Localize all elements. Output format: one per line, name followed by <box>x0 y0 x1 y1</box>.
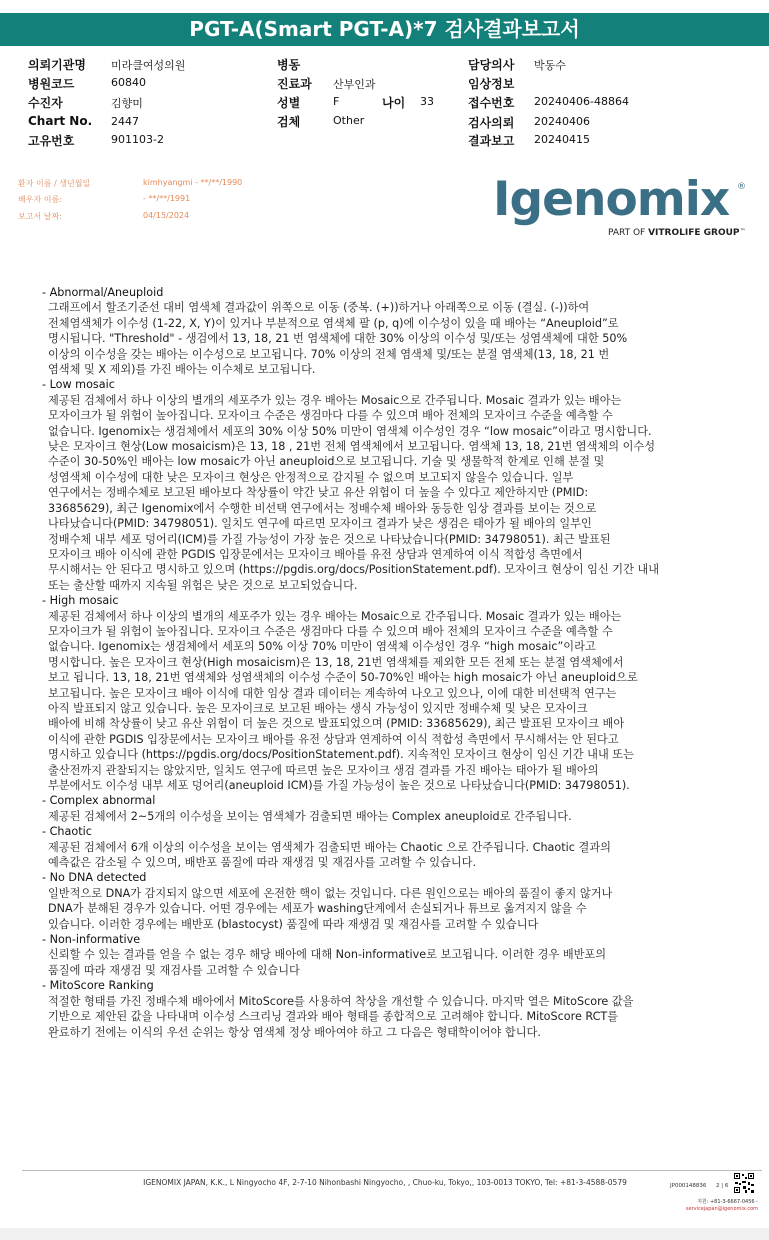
section-line: 없습니다. Igenomix는 생검체에서 세포의 50% 이상 70% 미만이 염색체 이수성인 경우 “high mosaic”이라고 <box>48 640 596 654</box>
section-line: 배아에 비해 착상률이 낮고 유산 위험이 더 높은 것으로 발표되었으며 (PMID: 33685629), 최근 발표된 모자이크 배아 <box>48 717 625 731</box>
section-line: 기반으로 제안된 값을 나타내며 이수성 스크리닝 결과와 배아 형태를 종합적으로 고려해야 합니다. MitoScore RCT를 <box>48 1010 619 1024</box>
contact-tel: 지원: +81-3-6667-0456 - <box>697 1199 758 1205</box>
section-title: - Low mosaic <box>42 378 115 392</box>
section-line: 무시해서는 안 된다고 명시하고 있으며 (https://pgdis.org/docs/PositionStatement.pdf). 모자이크 현상이 임신 기간 내내 <box>48 563 660 577</box>
section-body <box>42 840 750 871</box>
section-line: 적절한 형태를 가진 정배수체 배아에서 MitoScore를 사용하여 착상을 개선할 수 있습니다. 마지막 열은 MitoScore 값을 <box>48 994 634 1008</box>
footer-contact <box>674 1199 758 1213</box>
section-line: 이상의 이수성을 갖는 배아는 이수성으로 보고됩니다. 70% 이상의 전체 염색체 및/또는 분절 염색체(13, 18, 21 번 <box>48 347 610 361</box>
spouse-name-value: - **/**/1991 <box>143 194 191 203</box>
section <box>42 870 750 932</box>
section-line: 출산전까지 관찰되지는 않았지만, 일치도 연구에 따르면 높은 모자이크 생검 결과를 가진 배아는 태아가 될 배아의 <box>48 763 599 777</box>
tagline-trademark: ™ <box>739 228 746 235</box>
section-line: 또는 출산할 때까지 지속될 위험은 낮은 것으로 보고되었습니다. <box>48 578 358 592</box>
section-body <box>42 886 750 932</box>
section-line: 염색체 및 X 제외)를 가진 배아는 이수체로 보고됩니다. <box>48 363 316 377</box>
section-line: 제공된 검체에서 하나 이상의 별개의 세포주가 있는 경우 배아는 Mosaic으로 간주됩니다. Mosaic 결과가 있는 배아는 <box>48 393 622 407</box>
value-sex: F <box>333 95 340 108</box>
footer-divider <box>22 1170 762 1171</box>
patient-name-value: kimhyangmi - **/**/1990 <box>143 178 243 187</box>
qr-code-icon <box>733 1172 755 1194</box>
section <box>42 824 750 870</box>
tagline-brand: VITROLIFE GROUP <box>648 228 740 238</box>
section <box>42 932 750 978</box>
section-line: 제공된 검체에서 2~5개의 이수성을 보이는 염색체가 검출되면 배아는 Complex aneuploid로 간주됩니다. <box>48 809 572 823</box>
section-line: 모자이크가 될 위험이 높아집니다. 모자이크 수준은 생검마다 다를 수 있으며 배아 전체의 모자이크 수준을 예측할 수 <box>48 624 613 638</box>
section <box>42 793 750 824</box>
report-date-value: 04/15/2024 <box>143 211 190 220</box>
value-unique-id: 901103-2 <box>111 133 164 146</box>
section-line: 나타났습니다(PMID: 34798051). 일치도 연구에 따르면 모자이크 결과가 낮은 생검은 태아가 될 배아의 일부인 <box>48 517 592 531</box>
section-line: 일반적으로 DNA가 감지되지 않으면 세포에 온전한 핵이 없는 것입니다. 다른 원인으로는 배아의 품질이 좋지 않거나 <box>48 886 613 900</box>
section-line: 명시하고 있습니다 (https://pgdis.org/docs/PositionStatement.pdf). 지속적인 모자이크 현상이 임신 기간 내내 또는 <box>48 748 634 762</box>
report-title: PGT-A(Smart PGT-A)*7 검사결과보고서 <box>0 13 769 46</box>
value-doctor: 박동수 <box>534 59 566 72</box>
section-title: - MitoScore Ranking <box>42 979 154 993</box>
label-specimen: 검체 <box>277 115 301 129</box>
section-body <box>42 947 750 978</box>
registered-mark: ® <box>737 182 746 192</box>
igenomix-logo <box>493 172 753 242</box>
report-date-label: 보고서 날짜: <box>18 212 62 221</box>
section-line: 보고됩니다. 높은 모자이크 배아 이식에 대한 임상 결과 데이터는 계속하여 나오고 있으나, 이에 대한 비선택적 연구는 <box>48 686 617 700</box>
label-department: 진료과 <box>277 77 312 91</box>
spouse-name-label: 배우자 이름: <box>18 195 62 204</box>
label-receipt-no: 접수번호 <box>468 96 515 110</box>
contact-email: servicejapan@igenomix.com <box>685 1206 758 1212</box>
value-hospital-code: 60840 <box>111 76 146 89</box>
section-body <box>42 609 750 794</box>
value-department: 산부인과 <box>333 78 376 91</box>
logo-wordmark: Igenomix <box>493 172 730 227</box>
section-line: 정배수체 내부 세포 덩어리(ICM)를 가질 가능성이 가장 높은 것으로 나타났습니다(PMID: 34798051). 최근 발표된 <box>48 532 611 546</box>
label-clinical-info: 임상정보 <box>468 77 515 91</box>
value-request-date: 20240406 <box>534 115 590 128</box>
result-definitions <box>42 285 750 1040</box>
value-chart-no: 2447 <box>111 115 139 128</box>
page-number: 2 | 6 <box>716 1183 729 1189</box>
section-line: 이식에 관한 PGDIS 입장문에서는 모자이크 배아를 유전 상담과 연계하여 이식 적합성 측면에서 무시해서는 안 된다고 <box>48 732 619 746</box>
section <box>42 593 750 793</box>
section-title: - High mosaic <box>42 594 119 608</box>
label-report-date: 결과보고 <box>468 134 515 148</box>
section-line: 그래프에서 할조기준선 대비 염색체 결과값이 위쪽으로 이동 (중복. (+))하거나 아래쪽으로 이동 (결실. (-))하여 <box>48 301 590 315</box>
section-line: 없습니다. Igenomix는 생검체에서 세포의 30% 이상 50% 미만이 염색체 이수성인 경우 “low mosaic”이라고 명시합니다. <box>48 424 652 438</box>
section-line: 명시됩니다. "Threshold" - 생검에서 13, 18, 21 번 염색체에 대한 30% 이상의 이수성 및/또는 성염색체에 대한 50% <box>48 332 628 346</box>
section-body <box>42 393 750 593</box>
section-line: 제공된 검체에서 하나 이상의 별개의 세포주가 있는 경우 배아는 Mosaic으로 간주됩니다. Mosaic 결과가 있는 배아는 <box>48 609 622 623</box>
page-bottom-band <box>0 1228 769 1240</box>
section-line: 예측값은 감소될 수 있으며, 배반포 품질에 따라 재생검 및 재검사를 고려할 수 있습니다. <box>48 856 477 870</box>
value-institution: 미라클여성의원 <box>111 59 186 72</box>
section <box>42 285 750 377</box>
label-institution: 의뢰기관명 <box>28 58 86 72</box>
section-line: 모자이크 배아 이식에 관한 PGDIS 입장문에서는 모자이크 배아를 유전 상담과 연계하여 이식 적합성 측면에서 <box>48 547 583 561</box>
section-body <box>42 809 750 824</box>
section-line: 낮은 모자이크 현상(Low mosaicism)은 13, 18 , 21번 전체 염색체에서 보고됩니다. 염색체 13, 18, 21번 염색체의 이수성 <box>48 440 656 454</box>
section <box>42 978 750 1040</box>
section-line: 제공된 검체에서 6개 이상의 이수성을 보이는 염색체가 검출되면 배아는 Chaotic 으로 간주됩니다. Chaotic 결과의 <box>48 840 611 854</box>
section-title: - Complex abnormal <box>42 794 156 808</box>
section-title: - No DNA detected <box>42 871 147 885</box>
section-line: 모자이크가 될 위험이 높아집니다. 모자이크 수준은 생검마다 다를 수 있으며 배아 전체의 모자이크 수준을 예측할 수 <box>48 409 613 423</box>
section-line: 전체염색체가 이수성 (1-22, X, Y)이 있거나 부분적으로 염색체 팔 (p, q)에 이수성이 있을 때 배아는 “Aneuploid”로 <box>48 316 619 330</box>
footer-address: IGENOMIX JAPAN, K.K., L Ningyocho 4F, 2-7-10 Nihonbashi Ningyocho, , Chuo-ku, Tokyo,, 103-0013 TOKYO, Tel: +81-3-4588-0579 <box>143 1178 627 1187</box>
section-body <box>42 300 750 377</box>
section-line: 성염색체 이수성에 대한 낮은 모자이크 현상은 안정적으로 감지될 수 없으며 보고되지 않을수 있습니다. 일부 <box>48 470 574 484</box>
section-line: 신뢰할 수 있는 결과를 얻을 수 없는 경우 해당 배아에 대해 Non-informative로 보고됩니다. 이러한 경우 배반포의 <box>48 948 607 962</box>
section <box>42 377 750 593</box>
section-line: 보고 됩니다. 13, 18, 21번 염색체와 성염색체의 이수성 수준이 50-70%인 배아는 high mosaic가 아닌 aneuploid으로 <box>48 671 638 685</box>
section-line: 있습니다. 이러한 경우에는 배반포 (blastocyst) 품질에 따라 재생검 및 재검사를 고려할 수 있습니다 <box>48 917 539 931</box>
document-code: JP000148836 <box>670 1183 707 1189</box>
value-patient: 김향미 <box>111 97 143 110</box>
label-doctor: 담당의사 <box>468 58 515 72</box>
section-line: 연구에서는 정배수체로 보고된 배아보다 착상률이 약간 낮고 유산 위험이 더 높을 수 있다고 제안하지만 (PMID: <box>48 486 589 500</box>
section-line: 완료하기 전에는 이식의 우선 순위는 항상 염색체 정상 배아여야 하고 그 다음은 형태학이어야 합니다. <box>48 1025 541 1039</box>
value-report-date: 20240415 <box>534 133 590 146</box>
value-age: 33 <box>420 95 434 108</box>
section-line: DNA가 분해된 경우가 있습니다. 어떤 경우에는 세포가 washing단계에서 손실되거나 튜브로 옮겨지지 않을 수 <box>48 902 587 916</box>
value-specimen: Other <box>333 114 365 127</box>
section-body <box>42 994 750 1040</box>
patient-name-label: 환자 이름 / 생년월일 <box>18 179 91 188</box>
section-title: - Abnormal/Aneuploid <box>42 286 164 299</box>
label-hospital-code: 병원코드 <box>28 77 75 91</box>
label-request-date: 검사의뢰 <box>468 116 515 130</box>
label-sex: 성별 <box>277 96 301 110</box>
label-ward: 병동 <box>277 58 301 72</box>
label-chart-no: Chart No. <box>28 114 93 128</box>
section-line: 33685629), 최근 Igenomix에서 수행한 비선택 연구에서는 정배수체 배아와 동등한 임상 결과를 보이는 것으로 <box>48 501 597 515</box>
label-age: 나이 <box>382 96 406 110</box>
section-line: 아직 발표되지 않고 있습니다. 높은 모자이크로 보고된 배아는 생식 가능성이 있지만 정배수체 및 낮은 모자이크 <box>48 701 588 715</box>
section-line: 수준이 30-50%인 배아는 low mosaic가 아닌 aneuploid으로 보고됩니다. 기술 및 생물학적 한계로 인해 분절 및 <box>48 455 605 469</box>
section-line: 품질에 따라 재생검 및 재검사를 고려할 수 있습니다 <box>48 963 300 977</box>
logo-tagline <box>608 228 746 238</box>
section-line: 명시합니다. 높은 모자이크 현상(High mosaicism)은 13, 18, 21번 염색체를 제외한 모든 전체 또는 분절 염색체에서 <box>48 655 624 669</box>
section-title: - Chaotic <box>42 825 92 839</box>
section-line: 부분에서도 이수성 내부 세포 덩어리(aneuploid ICM)를 가질 가능성이 높은 것으로 나타났습니다(PMID: 34798051). <box>48 779 630 792</box>
label-unique-id: 고유번호 <box>28 134 75 148</box>
tagline-prefix: PART OF <box>608 228 649 238</box>
value-receipt-no: 20240406-48864 <box>534 95 629 108</box>
section-title: - Non-informative <box>42 933 141 947</box>
label-patient: 수진자 <box>28 96 63 110</box>
